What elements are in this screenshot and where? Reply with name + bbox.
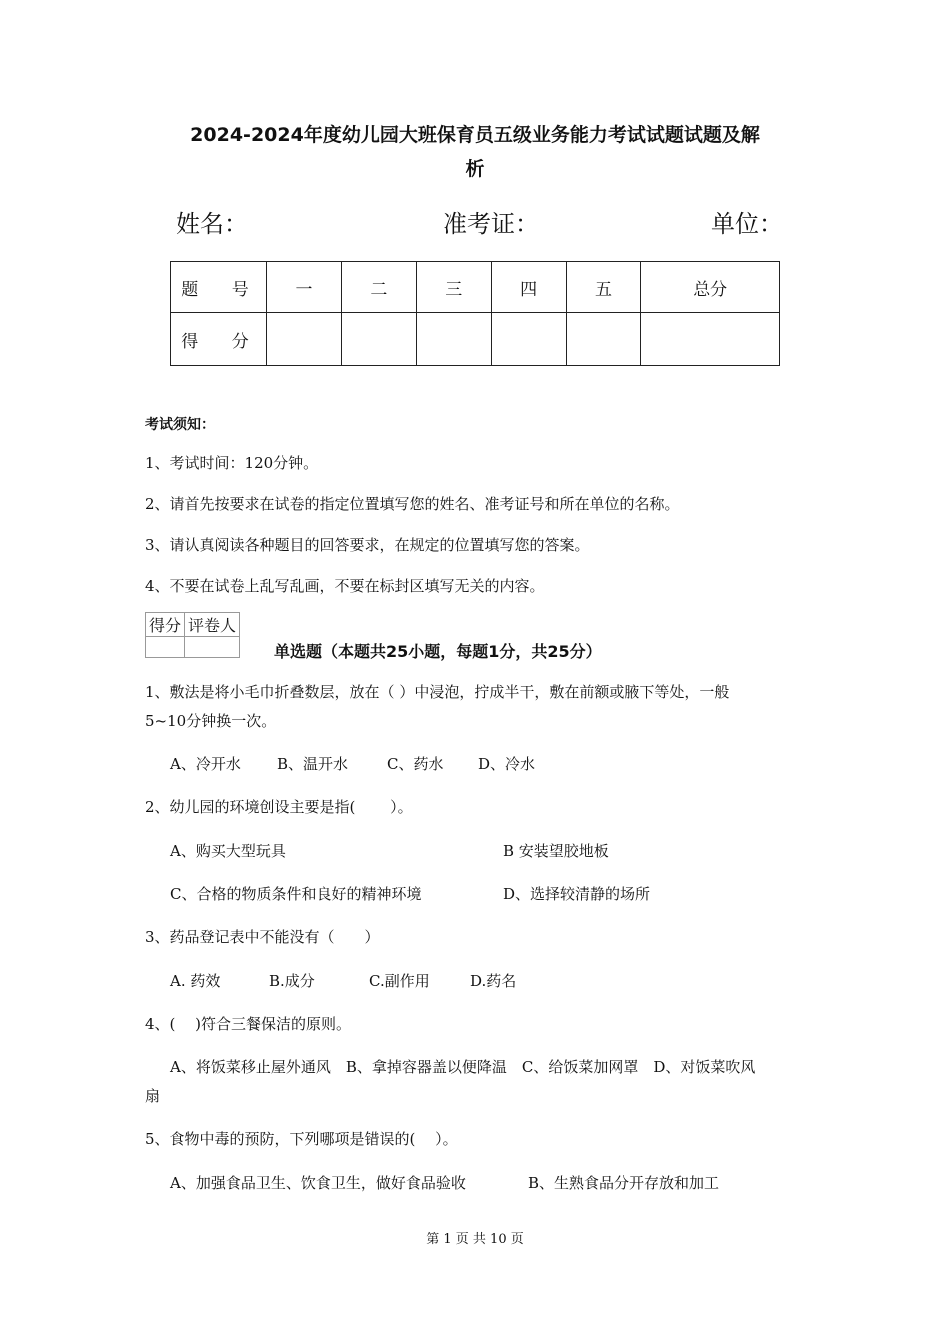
score-cell[interactable]: [491, 313, 566, 366]
option: A、购买大型玩具: [170, 842, 286, 860]
score-header-cell: 题 号: [171, 262, 267, 313]
option: B 安装望胶地板: [503, 842, 609, 860]
option: D.药名: [470, 972, 517, 990]
option: C、合格的物质条件和良好的精神环境: [170, 885, 422, 903]
score-header-cell: 五: [566, 262, 641, 313]
question-stem: 5、食物中毒的预防，下列哪项是错误的( ）。: [145, 1130, 458, 1148]
option: A. 药效: [170, 972, 221, 990]
exam-id-label: 准考证：: [443, 210, 539, 238]
notice-item: 3、请认真阅读各种题目的回答要求，在规定的位置填写您的答案。: [145, 536, 590, 554]
question-stem: 1、敷法是将小毛巾折叠数层，放在（ ）中浸泡，拧成半干，敷在前额或腋下等处，一般: [145, 683, 730, 701]
option: A、冷开水: [170, 755, 241, 773]
score-cell[interactable]: [641, 313, 780, 366]
page-footer: 第 1 页 共 10 页: [426, 1232, 524, 1247]
option-line: A、将饭菜移止屋外通风 B、拿掉容器盖以便降温 C、给饭菜加网罩 D、对饭菜吹风: [170, 1058, 756, 1076]
question-stem: 4、( )符合三餐保洁的原则。: [145, 1015, 352, 1033]
option: D、选择较清静的场所: [503, 885, 651, 903]
document-title: [120, 118, 830, 186]
option-line-cont: 扇: [145, 1087, 161, 1105]
grader-reviewer-cell[interactable]: [185, 637, 240, 658]
option: C.副作用: [369, 972, 430, 990]
score-cell[interactable]: [267, 313, 342, 366]
score-cell[interactable]: [566, 313, 641, 366]
notice-item: 2、请首先按要求在试卷的指定位置填写您的姓名、准考证号和所在单位的名称。: [145, 495, 680, 513]
option: D、冷水: [478, 755, 536, 773]
score-header-cell: 一: [267, 262, 342, 313]
grader-reviewer-label: 评卷人: [185, 613, 240, 637]
score-header-cell: 四: [491, 262, 566, 313]
score-header-cell: 总分: [641, 262, 780, 313]
score-cell[interactable]: [341, 313, 416, 366]
score-table-header-row: [171, 262, 780, 313]
score-table: [170, 261, 780, 366]
option: A、加强食品卫生、饮食卫生，做好食品验收: [170, 1174, 466, 1192]
option: B.成分: [269, 972, 315, 990]
option: B、温开水: [277, 755, 349, 773]
title-line-1: 2024-2024年度幼儿园大班保育员五级业务能力考试试题试题及解: [190, 124, 760, 146]
unit-label: 单位：: [711, 210, 783, 238]
title-line-2: 析: [465, 158, 485, 180]
option: C、药水: [387, 755, 444, 773]
score-cell[interactable]: [416, 313, 491, 366]
grader-score-label: 得分: [146, 613, 185, 637]
section-title: 单选题（本题共25小题，每题1分，共25分）: [274, 642, 602, 661]
score-header-cell: 三: [416, 262, 491, 313]
notice-item: 1、考试时间：120分钟。: [145, 454, 319, 472]
grader-box: [145, 612, 240, 658]
question-stem-cont: 5~10分钟换一次。: [145, 712, 277, 730]
notice-heading: 考试须知：: [145, 417, 215, 433]
score-header-cell: 二: [341, 262, 416, 313]
grader-score-cell[interactable]: [146, 637, 185, 658]
score-row-label: 得 分: [171, 313, 267, 366]
name-label: 姓名：: [176, 210, 248, 238]
question-stem: 3、药品登记表中不能没有（ ）: [145, 928, 380, 946]
notice-item: 4、不要在试卷上乱写乱画，不要在标封区填写无关的内容。: [145, 577, 545, 595]
score-table-score-row: [171, 313, 780, 366]
question-stem: 2、幼儿园的环境创设主要是指( ）。: [145, 798, 413, 816]
option: B、生熟食品分开存放和加工: [528, 1174, 720, 1192]
